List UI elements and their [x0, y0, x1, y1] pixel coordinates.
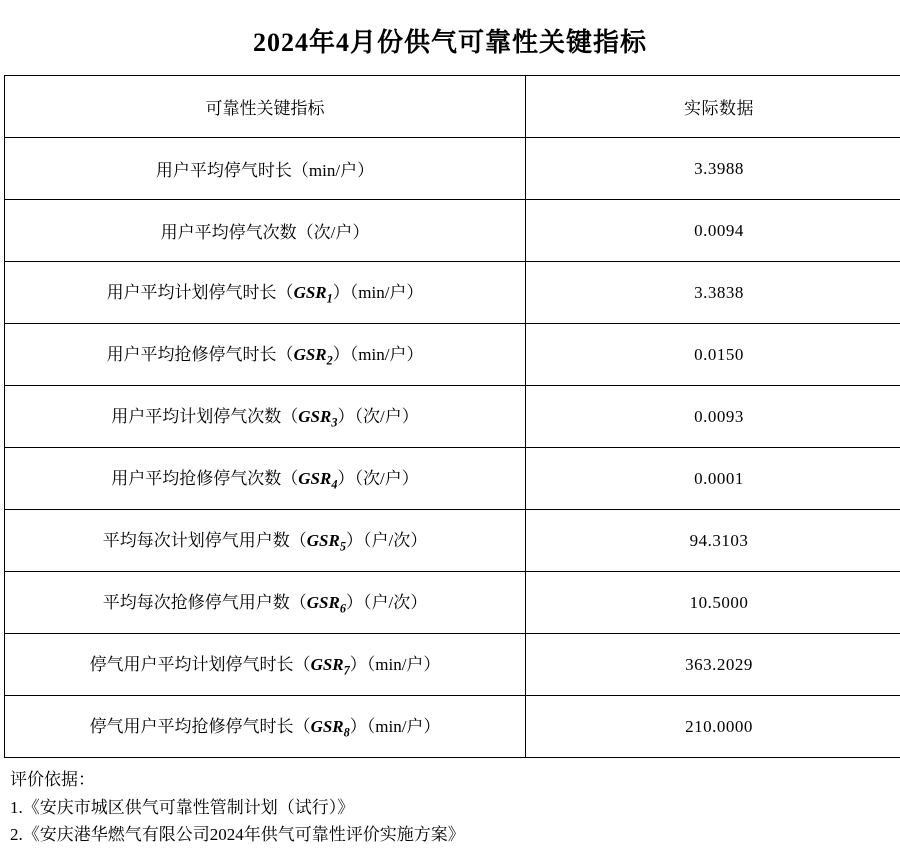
metric-label-cell [5, 510, 526, 572]
table-row [5, 324, 900, 386]
metric-label-prefix: 平均每次抢修停气用户数（ [103, 593, 307, 612]
gsr-subscript: 4 [331, 478, 337, 492]
metric-label-text: 用户平均停气次数（次/户） [161, 223, 370, 242]
gsr-subscript: 7 [344, 664, 350, 678]
metric-label-suffix: ）（min/户） [350, 717, 441, 736]
metric-label-prefix: 停气用户平均抢修停气时长（ [90, 717, 311, 736]
gsr-symbol [307, 593, 346, 612]
page-title: 2024年4月份供气可靠性关键指标 [0, 0, 900, 75]
table-row [5, 200, 900, 262]
gsr-subscript: 2 [327, 354, 333, 368]
gsr-text: GSR [298, 407, 331, 426]
gsr-subscript: 1 [327, 292, 333, 306]
metric-label-cell [5, 448, 526, 510]
metric-value-cell: 3.3838 [526, 262, 900, 324]
footnote-item: 2.《安庆港华燃气有限公司2024年供气可靠性评价实施方案》 [10, 821, 890, 849]
metric-value-cell: 10.5000 [526, 572, 900, 634]
metric-label-suffix: ）（min/户） [333, 345, 424, 364]
metric-label-cell [5, 262, 526, 324]
metric-label-prefix: 平均每次计划停气用户数（ [103, 531, 307, 550]
metric-label-cell [5, 324, 526, 386]
gsr-symbol [294, 345, 333, 364]
metric-label-suffix: ）（户/次） [346, 531, 427, 550]
metric-label-prefix: 用户平均计划停气时长（ [107, 283, 294, 302]
metric-label-suffix: ）（次/户） [337, 407, 418, 426]
table-row [5, 386, 900, 448]
gsr-text: GSR [307, 593, 340, 612]
column-header-metric: 可靠性关键指标 [5, 76, 526, 138]
footnotes-heading: 评价依据： [10, 766, 890, 794]
gsr-text: GSR [311, 655, 344, 674]
metric-value-cell: 0.0001 [526, 448, 900, 510]
table-header-row [5, 76, 900, 138]
footnotes [4, 758, 896, 849]
metric-label-suffix: ）（min/户） [333, 283, 424, 302]
reliability-metrics-table [4, 75, 900, 758]
gsr-symbol [298, 469, 337, 488]
metric-label-prefix: 停气用户平均计划停气时长（ [90, 655, 311, 674]
table-row [5, 448, 900, 510]
metric-value-cell: 94.3103 [526, 510, 900, 572]
gsr-text: GSR [311, 717, 344, 736]
gsr-symbol [298, 407, 337, 426]
metric-value-cell: 0.0093 [526, 386, 900, 448]
column-header-value: 实际数据 [526, 76, 900, 138]
metric-value-cell: 363.2029 [526, 634, 900, 696]
metric-value-cell: 0.0094 [526, 200, 900, 262]
metric-label-cell [5, 200, 526, 262]
gsr-symbol [311, 655, 350, 674]
table-row [5, 634, 900, 696]
table-row [5, 262, 900, 324]
gsr-subscript: 5 [340, 540, 346, 554]
metric-label-suffix: ）（次/户） [337, 469, 418, 488]
table-body [5, 76, 900, 758]
metric-label-prefix: 用户平均抢修停气时长（ [107, 345, 294, 364]
gsr-text: GSR [294, 283, 327, 302]
footnote-item: 1.《安庆市城区供气可靠性管制计划（试行）》 [10, 794, 890, 822]
metric-value-cell: 210.0000 [526, 696, 900, 758]
metric-label-suffix: ）（户/次） [346, 593, 427, 612]
gsr-text: GSR [307, 531, 340, 550]
metric-label-text: 用户平均停气时长（min/户） [156, 161, 374, 180]
gsr-symbol [294, 283, 333, 302]
metric-label-cell [5, 572, 526, 634]
metric-label-cell [5, 634, 526, 696]
gsr-symbol [311, 717, 350, 736]
gsr-subscript: 3 [331, 416, 337, 430]
table-row [5, 572, 900, 634]
metric-label-suffix: ）（min/户） [350, 655, 441, 674]
table-row [5, 696, 900, 758]
gsr-subscript: 6 [340, 602, 346, 616]
metric-label-cell [5, 386, 526, 448]
metric-label-prefix: 用户平均抢修停气次数（ [111, 469, 298, 488]
table-row [5, 138, 900, 200]
metric-value-cell: 0.0150 [526, 324, 900, 386]
gsr-subscript: 8 [344, 726, 350, 740]
gsr-text: GSR [298, 469, 331, 488]
metric-label-prefix: 用户平均计划停气次数（ [111, 407, 298, 426]
metric-value-cell: 3.3988 [526, 138, 900, 200]
metric-label-cell [5, 696, 526, 758]
gsr-text: GSR [294, 345, 327, 364]
table-row [5, 510, 900, 572]
gsr-symbol [307, 531, 346, 550]
metric-label-cell [5, 138, 526, 200]
